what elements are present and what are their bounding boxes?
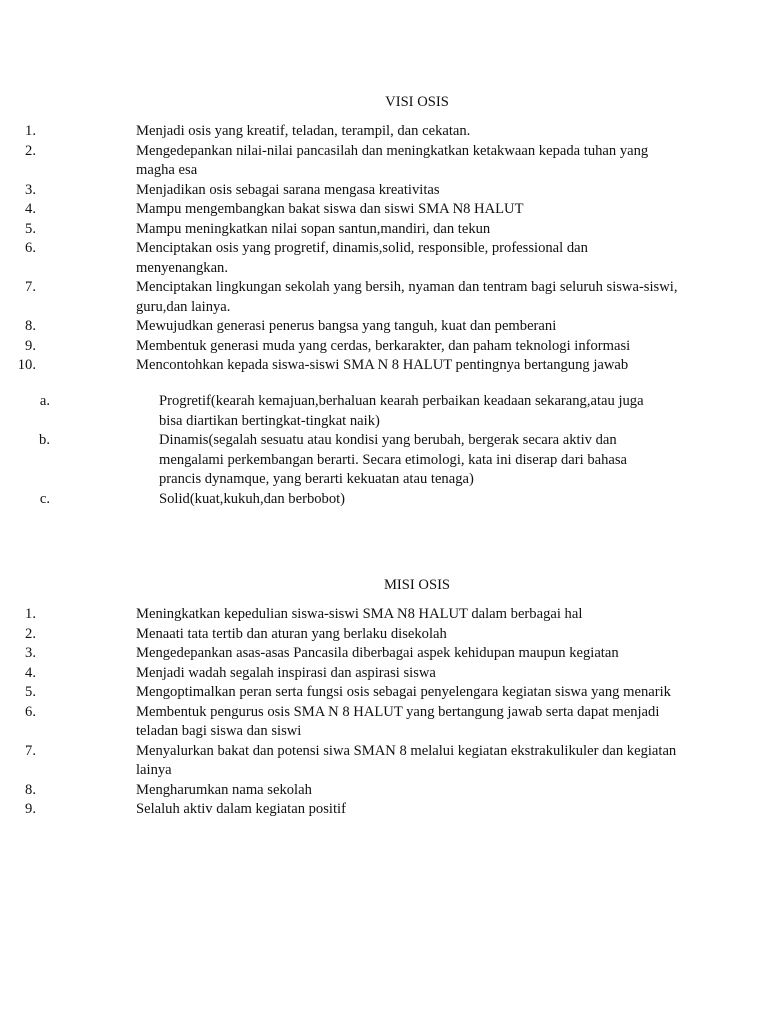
- misi-list: [0, 605, 768, 820]
- list-number: 9.: [25, 337, 36, 354]
- visi-item: [0, 337, 678, 357]
- visi-item: [0, 142, 678, 181]
- list-number: 1.: [25, 606, 36, 622]
- list-text: Membentuk generasi muda yang cerdas, berkarakter, dan paham teknologi informasi: [136, 337, 631, 354]
- list-number: 2.: [25, 142, 36, 159]
- list-text: Mengharumkan nama sekolah: [136, 781, 312, 798]
- list-number: 7.: [25, 279, 36, 295]
- list-text: Mengoptimalkan peran serta fungsi osis sebagai penyelengara kegiatan siswa yang menarik: [136, 684, 671, 700]
- list-number: 1.: [25, 123, 36, 139]
- list-number: 9.: [25, 801, 36, 817]
- misi-item: [0, 781, 678, 801]
- list-text: Dinamis(segalah sesuatu atau kondisi yang berubah, bergerak secara aktiv dan mengalami perkembangan berarti. Secara etimologi, kata ini diserap dari bahasa prancis dynamque, yang berarti kekuatan atau tenaga): [159, 432, 628, 487]
- note-item: [0, 431, 669, 490]
- list-number: 10.: [17, 357, 36, 373]
- list-text: Menjadikan osis sebagai sarana mengasa kreativitas: [136, 181, 440, 198]
- list-text: Progretif(kearah kemajuan,berhaluan kearah perbaikan keadaan sekarang,atau juga bisa diartikan bertingkat-tingkat naik): [159, 393, 644, 429]
- note-item: [0, 490, 669, 510]
- misi-item: [0, 683, 678, 703]
- list-number: 6.: [25, 703, 36, 720]
- list-number: 2.: [25, 625, 36, 642]
- list-text: Mampu meningkatkan nilai sopan santun,mandiri, dan tekun: [136, 220, 491, 237]
- visi-item: [0, 200, 678, 220]
- list-text: Mencontohkan kepada siswa-siswi SMA N 8 HALUT pentingnya bertangung jawab: [136, 357, 629, 373]
- list-text: Solid(kuat,kukuh,dan berbobot): [159, 490, 346, 507]
- list-number: 6.: [25, 240, 36, 256]
- note-item: [0, 392, 669, 431]
- list-text: Menciptakan osis yang progretif, dinamis,solid, responsible, professional dan menyenangkan.: [136, 240, 588, 276]
- visi-item: [0, 317, 678, 337]
- list-number: 5.: [25, 684, 36, 700]
- misi-item: [0, 800, 678, 820]
- visi-item: [0, 239, 678, 278]
- misi-item: [0, 664, 678, 684]
- list-text: Menyalurkan bakat dan potensi siwa SMAN 8 melalui kegiatan ekstrakulikuler dan kegiatan lainya: [136, 742, 677, 778]
- list-number: 4.: [25, 201, 36, 217]
- misi-item: [0, 644, 678, 664]
- list-letter: a.: [39, 393, 50, 409]
- visi-item: [0, 220, 678, 240]
- list-number: 3.: [25, 181, 36, 198]
- list-number: 8.: [25, 318, 36, 334]
- list-text: Mengedepankan asas-asas Pancasila diberbagai aspek kehidupan maupun kegiatan: [136, 645, 619, 661]
- list-text: Selaluh aktiv dalam kegiatan positif: [136, 801, 346, 817]
- list-text: Menaati tata tertib dan aturan yang berlaku disekolah: [136, 625, 447, 642]
- misi-title: MISI OSIS: [383, 577, 451, 593]
- visi-notes-list: [0, 392, 768, 509]
- misi-item: [0, 703, 678, 742]
- visi-item: [0, 122, 678, 142]
- list-text: Menjadi wadah segalah inspirasi dan aspirasi siswa: [136, 664, 436, 681]
- list-letter: c.: [39, 490, 50, 507]
- misi-item: [0, 625, 678, 645]
- misi-item: [0, 742, 678, 781]
- list-number: 3.: [25, 645, 36, 661]
- list-text: Membentuk pengurus osis SMA N 8 HALUT yang bertangung jawab serta dapat menjadi teladan bagi siswa dan siswi: [136, 703, 660, 739]
- visi-item: [0, 278, 678, 317]
- visi-item: [0, 181, 678, 201]
- list-text: Meningkatkan kepedulian siswa-siswi SMA N8 HALUT dalam berbagai hal: [136, 606, 583, 622]
- visi-item: [0, 356, 678, 376]
- list-number: 5.: [25, 220, 36, 237]
- visi-title: VISI OSIS: [385, 94, 449, 110]
- list-letter: b.: [39, 432, 50, 448]
- list-text: Menjadi osis yang kreatif, teladan, terampil, dan cekatan.: [136, 123, 471, 139]
- list-number: 7.: [25, 742, 36, 759]
- list-number: 8.: [25, 781, 36, 798]
- list-number: 4.: [25, 664, 36, 681]
- misi-item: [0, 605, 678, 625]
- list-text: Mampu mengembangkan bakat siswa dan siswi SMA N8 HALUT: [136, 201, 524, 217]
- list-text: Mengedepankan nilai-nilai pancasilah dan meningkatkan ketakwaan kepada tuhan yang magha esa: [136, 142, 649, 178]
- list-text: Menciptakan lingkungan sekolah yang bersih, nyaman dan tentram bagi seluruh siswa-siswi, guru,dan lainya.: [136, 279, 678, 315]
- visi-list: [0, 122, 768, 376]
- list-text: Mewujudkan generasi penerus bangsa yang tanguh, kuat dan pemberani: [136, 318, 557, 334]
